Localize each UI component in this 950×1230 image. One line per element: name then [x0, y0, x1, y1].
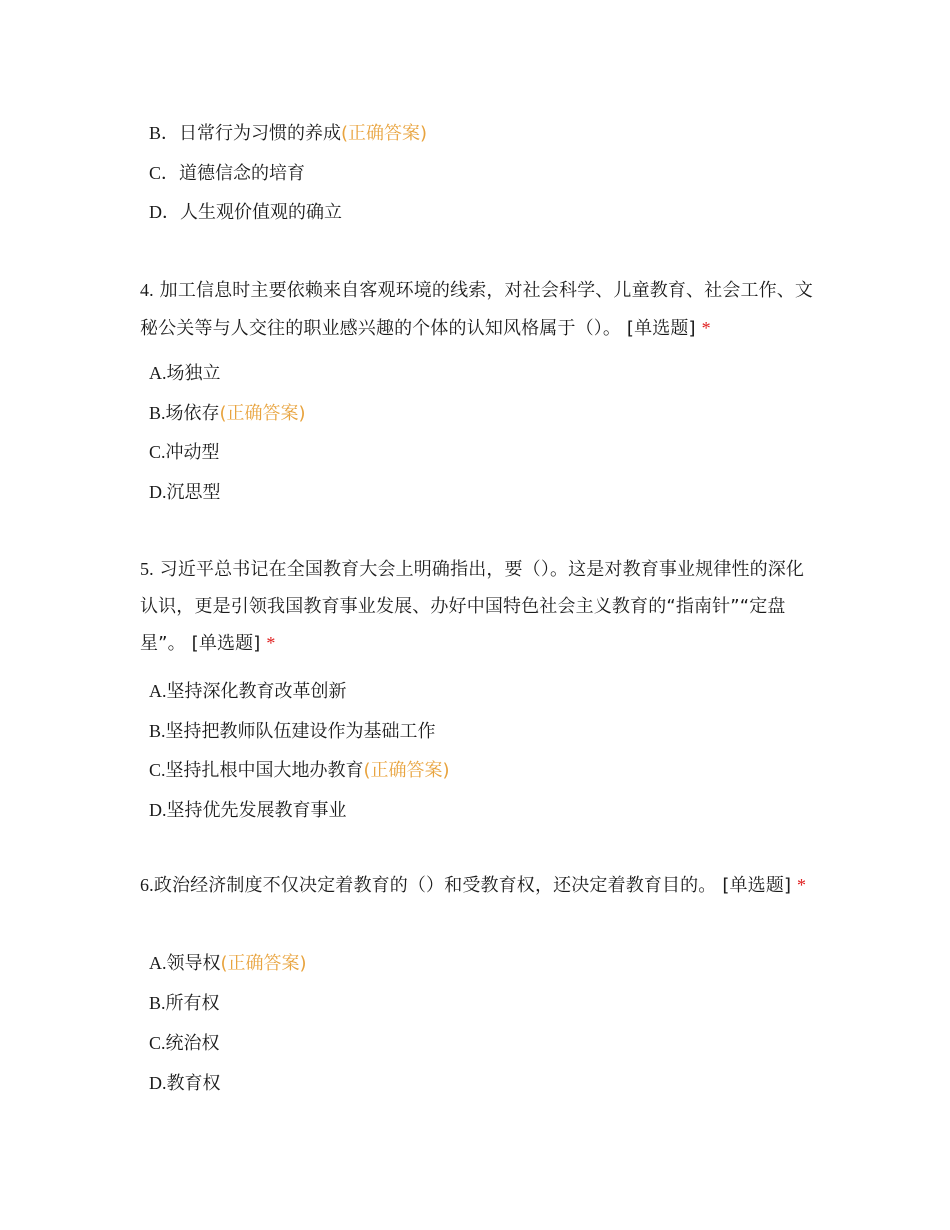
correct-answer-label: (正确答案) [219, 403, 306, 424]
q6-option-b[interactable] [149, 991, 220, 1016]
option-text: 统治权 [165, 1033, 220, 1054]
question-5-text [140, 551, 815, 663]
option-letter: C． [149, 163, 180, 183]
option-letter: C. [149, 760, 166, 780]
question-number: 5. [140, 559, 154, 579]
correct-answer-label: (正确答案) [341, 123, 428, 144]
required-mark: * [701, 317, 711, 338]
question-stem: 习近平总书记在全国教育大会上明确指出，要（）。这是对教育事业规律性的深化认识，更是引领我国教育事业发展、办好中国特色社会主义教育的“指南针”“定盘星”。 [140, 559, 805, 654]
option-text: 坚持扎根中国大地办教育 [165, 760, 364, 781]
option-text: 坚持优先发展教育事业 [166, 800, 347, 821]
q5-option-a[interactable] [149, 679, 347, 704]
q4-option-a[interactable] [149, 361, 221, 386]
q3-option-d[interactable] [149, 200, 342, 225]
option-letter: A. [149, 363, 167, 383]
required-mark: * [797, 875, 807, 895]
q4-option-d[interactable] [149, 480, 221, 505]
q6-option-a[interactable] [149, 951, 307, 976]
q5-option-d[interactable] [149, 798, 347, 823]
q3-option-b[interactable] [149, 121, 427, 146]
option-letter: D. [149, 800, 167, 820]
q6-option-d[interactable] [149, 1071, 221, 1096]
option-text: 冲动型 [165, 442, 220, 463]
option-letter: B． [149, 123, 180, 143]
option-letter: B. [149, 403, 166, 423]
required-mark: * [266, 633, 276, 653]
q5-option-b[interactable] [149, 719, 436, 744]
option-text: 人生观价值观的确立 [180, 202, 342, 223]
option-text: 沉思型 [166, 482, 221, 503]
question-type: [单选题] [716, 875, 792, 896]
correct-answer-label: (正确答案) [220, 953, 307, 974]
option-letter: C. [149, 442, 166, 462]
question-stem: 政治经济制度不仅决定着教育的（）和受教育权，还决定着教育目的。 [153, 875, 717, 896]
correct-answer-label: (正确答案) [363, 760, 450, 781]
option-text: 道德信念的培育 [179, 163, 306, 184]
option-letter: C. [149, 1033, 166, 1053]
q3-option-c[interactable] [149, 161, 305, 186]
option-letter: D. [149, 482, 167, 502]
q4-option-b[interactable] [149, 401, 306, 426]
option-letter: D. [149, 1073, 167, 1093]
option-text: 场依存 [165, 403, 220, 424]
question-6-text [140, 869, 815, 902]
option-text: 领导权 [166, 953, 221, 974]
question-number: 6. [140, 875, 154, 895]
question-type: [单选题] [621, 317, 696, 339]
option-text: 坚持深化教育改革创新 [166, 681, 347, 702]
q6-option-c[interactable] [149, 1031, 220, 1056]
option-text: 日常行为习惯的养成 [179, 123, 342, 144]
question-number: 4. [140, 280, 154, 300]
option-letter: B. [149, 993, 166, 1013]
question-stem: 加工信息时主要依赖来自客观环境的线索，对社会科学、儿童教育、社会工作、文秘公关等与人交往的职业感兴趣的个体的认知风格属于（）。 [140, 280, 814, 339]
option-letter: A. [149, 953, 167, 973]
option-text: 场独立 [166, 363, 221, 384]
question-type: [单选题] [185, 633, 261, 654]
q5-option-c[interactable] [149, 758, 450, 783]
option-letter: B. [149, 721, 166, 741]
option-letter: D． [149, 202, 180, 222]
option-text: 坚持把教师队伍建设作为基础工作 [165, 721, 436, 742]
q4-option-c[interactable] [149, 440, 220, 465]
question-4-text [140, 272, 815, 347]
option-letter: A. [149, 681, 167, 701]
option-text: 教育权 [166, 1073, 221, 1094]
option-text: 所有权 [165, 993, 220, 1014]
